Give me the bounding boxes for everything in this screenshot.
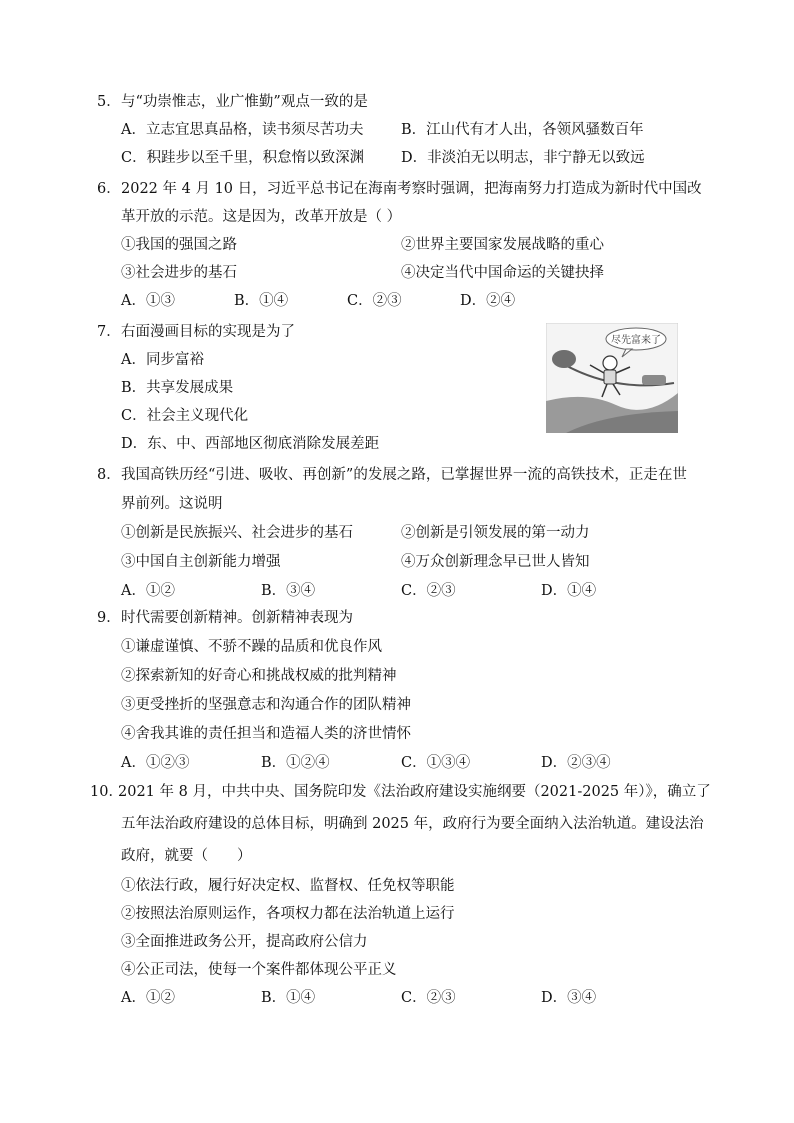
- option-c[interactable]: C．社会主义现代化: [121, 408, 249, 424]
- question-number: 10．: [90, 784, 123, 800]
- statement-row: [97, 548, 707, 577]
- question-stem-cont: 五年法治政府建设的总体目标，明确到 2025 年，政府行为要全面纳入法治轨道。建设法治: [121, 816, 704, 832]
- question-stem: 9．时代需要创新精神。创新精神表现为: [97, 604, 707, 633]
- question-stem: 10．2021 年 8 月，中共中央、国务院印发《法治政府建设实施纲要（2021-2025 年）》，确立了: [97, 776, 707, 808]
- statement-4: ④决定当代中国命运的关键抉择: [401, 265, 604, 281]
- statement-2: ②世界主要国家发展战略的重心: [401, 237, 604, 253]
- question-stem: 6．2022 年 4 月 10 日，习近平总书记在海南考察时强调，把海南努力打造成为新时代中国改: [97, 175, 707, 203]
- answer-b[interactable]: B．①④: [261, 990, 316, 1006]
- question-number: 9．: [97, 610, 121, 626]
- question-number: 8．: [97, 467, 121, 483]
- answer-d[interactable]: D．②③④: [541, 755, 611, 771]
- answer-d[interactable]: D．①④: [541, 583, 597, 599]
- statement-row: [97, 259, 707, 287]
- question-number: 7．: [97, 324, 121, 340]
- question-6: [97, 175, 707, 315]
- answer-c[interactable]: C．②③: [347, 293, 402, 309]
- statement-3: ③全面推进政务公开，提高政府公信力: [121, 934, 368, 950]
- option-c[interactable]: C．积跬步以至千里，积怠惰以致深渊: [121, 150, 365, 166]
- answer-c[interactable]: C．②③: [401, 990, 456, 1006]
- option-d[interactable]: D．非淡泊无以明志，非宁静无以致远: [401, 150, 645, 166]
- answer-d[interactable]: D．③④: [541, 990, 597, 1006]
- question-number: 5．: [97, 94, 121, 110]
- question-5: [97, 88, 707, 172]
- answer-c[interactable]: C．②③: [401, 583, 456, 599]
- option-row: [97, 144, 707, 172]
- question-stem: 7．右面漫画目标的实现是为了: [97, 318, 707, 346]
- statement-3: ③社会进步的基石: [121, 265, 237, 281]
- answer-b[interactable]: B．③④: [261, 583, 316, 599]
- statement-3: ③更受挫折的坚强意志和沟通合作的团队精神: [121, 697, 411, 713]
- statement-1: ①谦虚谨慎、不骄不躁的品质和优良作风: [121, 639, 382, 655]
- option-b[interactable]: B．共享发展成果: [121, 380, 234, 396]
- answer-b[interactable]: B．①④: [234, 293, 289, 309]
- cartoon-image: [546, 323, 678, 433]
- statement-2: ②探索新知的好奇心和挑战权威的批判精神: [121, 668, 397, 684]
- option-d[interactable]: D．东、中、西部地区彻底消除发展差距: [121, 436, 380, 452]
- question-stem-cont: 界前列。这说明: [121, 496, 223, 512]
- statement-row: [97, 231, 707, 259]
- answer-row: [97, 577, 707, 606]
- option-b[interactable]: B．江山代有才人出，各领风骚数百年: [401, 122, 644, 138]
- answer-a[interactable]: A．①②③: [121, 755, 190, 771]
- answer-row: [97, 287, 707, 315]
- statement-1: ①创新是民族振兴、社会进步的基石: [121, 525, 353, 541]
- answer-a[interactable]: A．①②: [121, 583, 175, 599]
- question-8: [97, 461, 707, 606]
- statement-1: ①我国的强国之路: [121, 237, 237, 253]
- statement-1: ①依法行政，履行好决定权、监督权、任免权等职能: [121, 878, 455, 894]
- answer-a[interactable]: A．①②: [121, 990, 175, 1006]
- statement-4: ④舍我其谁的责任担当和造福人类的济世情怀: [121, 726, 411, 742]
- statement-2: ②按照法治原则运作，各项权力都在法治轨道上运行: [121, 906, 455, 922]
- answer-a[interactable]: A．①③: [121, 293, 175, 309]
- question-stem-cont: 政府，就要（ ）: [121, 848, 252, 864]
- answer-d[interactable]: D．②④: [460, 293, 516, 309]
- option-a[interactable]: A．同步富裕: [121, 352, 204, 368]
- question-stem-cont: 革开放的示范。这是因为，改革开放是（ ）: [121, 209, 402, 225]
- answer-b[interactable]: B．①②④: [261, 755, 330, 771]
- answer-row: [97, 749, 707, 778]
- statement-4: ④万众创新理念早已世人皆知: [401, 554, 590, 570]
- question-10: [90, 776, 711, 1012]
- answer-c[interactable]: C．①③④: [401, 755, 471, 771]
- statement-4: ④公正司法，使每一个案件都体现公平正义: [121, 962, 397, 978]
- question-stem: 5．与“功崇惟志，业广惟勤”观点一致的是: [97, 88, 707, 116]
- statement-2: ②创新是引领发展的第一动力: [401, 525, 590, 541]
- question-number: 6．: [97, 181, 121, 197]
- statement-row: [97, 519, 707, 548]
- question-stem: 8．我国高铁历经“引进、吸收、再创新”的发展之路，已掌握世界一流的高铁技术，正走在世: [97, 461, 707, 490]
- answer-row: [97, 984, 707, 1012]
- cartoon-caption: 尽先富来了: [611, 335, 661, 346]
- option-a[interactable]: A．立志宜思真品格，读书须尽苦功夫: [121, 122, 364, 138]
- option-row: [97, 116, 707, 144]
- statement-3: ③中国自主创新能力增强: [121, 554, 281, 570]
- question-9: [97, 604, 707, 778]
